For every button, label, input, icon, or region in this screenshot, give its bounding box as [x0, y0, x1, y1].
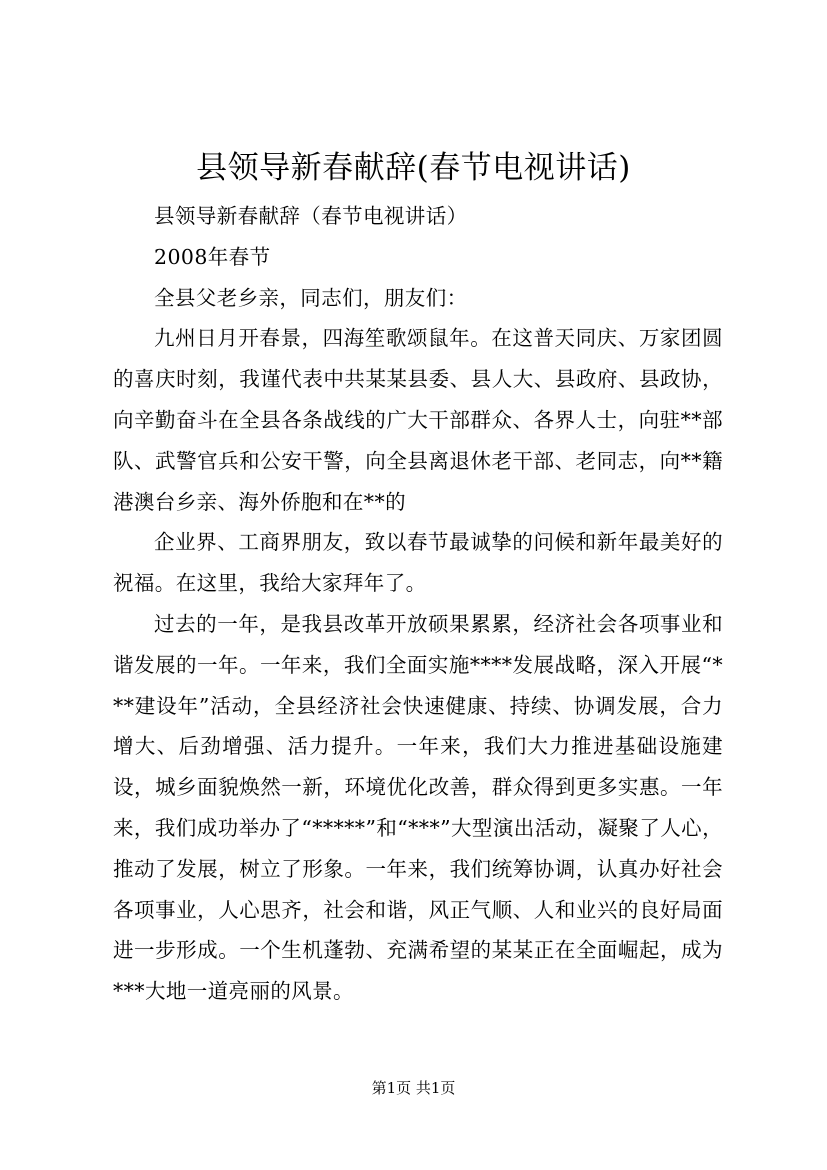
- body-paragraph: 企业界、工商界朋友，致以春节最诚挚的问候和新年最美好的祝福。在这里，我给大家拜年了。: [113, 530, 723, 596]
- page-number-footer: 第1页 共1页: [371, 1079, 456, 1097]
- document-body: [113, 196, 723, 1012]
- salutation: 全县父老乡亲，同志们，朋友们：: [154, 285, 468, 310]
- body-paragraph: 九州日月开春景，四海笙歌颂鼠年。在这普天同庆、万家团圆的喜庆时刻，我谨代表中共某某县委、县人大、县政府、县政协，向辛勤奋斗在全县各条战线的广大干部群众、各界人士，向驻**部队、武警官兵和公安干警，向全县离退休老干部、老同志，向**籍港澳台乡亲、海外侨胞和在**的: [113, 326, 723, 514]
- body-paragraph: 过去的一年，是我县改革开放硕果累累，经济社会各项事业和谐发展的一年。一年来，我们全面实施****发展战略，深入开展“***建设年”活动，全县经济社会快速健康、持续、协调发展，合力增大、后劲增强、活力提升。一年来，我们大力推进基础设施建设，城乡面貌焕然一新，环境优化改善，群众得到更多实惠。一年来，我们成功举办了“*****”和“***”大型演出活动，凝聚了人心，推动了发展，树立了形象。一年来，我们统筹协调，认真办好社会各项事业，人心思齐，社会和谐，风正气顺、人和业兴的良好局面进一步形成。一个生机蓬勃、充满希望的某某正在全面崛起，成为***大地一道亮丽的风景。: [113, 611, 723, 1004]
- subtitle-line: 县领导新春献辞（春节电视讲话）: [154, 204, 468, 228]
- document-title: 县领导新春献辞(春节电视讲话): [196, 150, 631, 186]
- date-line: 2008年春节: [154, 244, 271, 269]
